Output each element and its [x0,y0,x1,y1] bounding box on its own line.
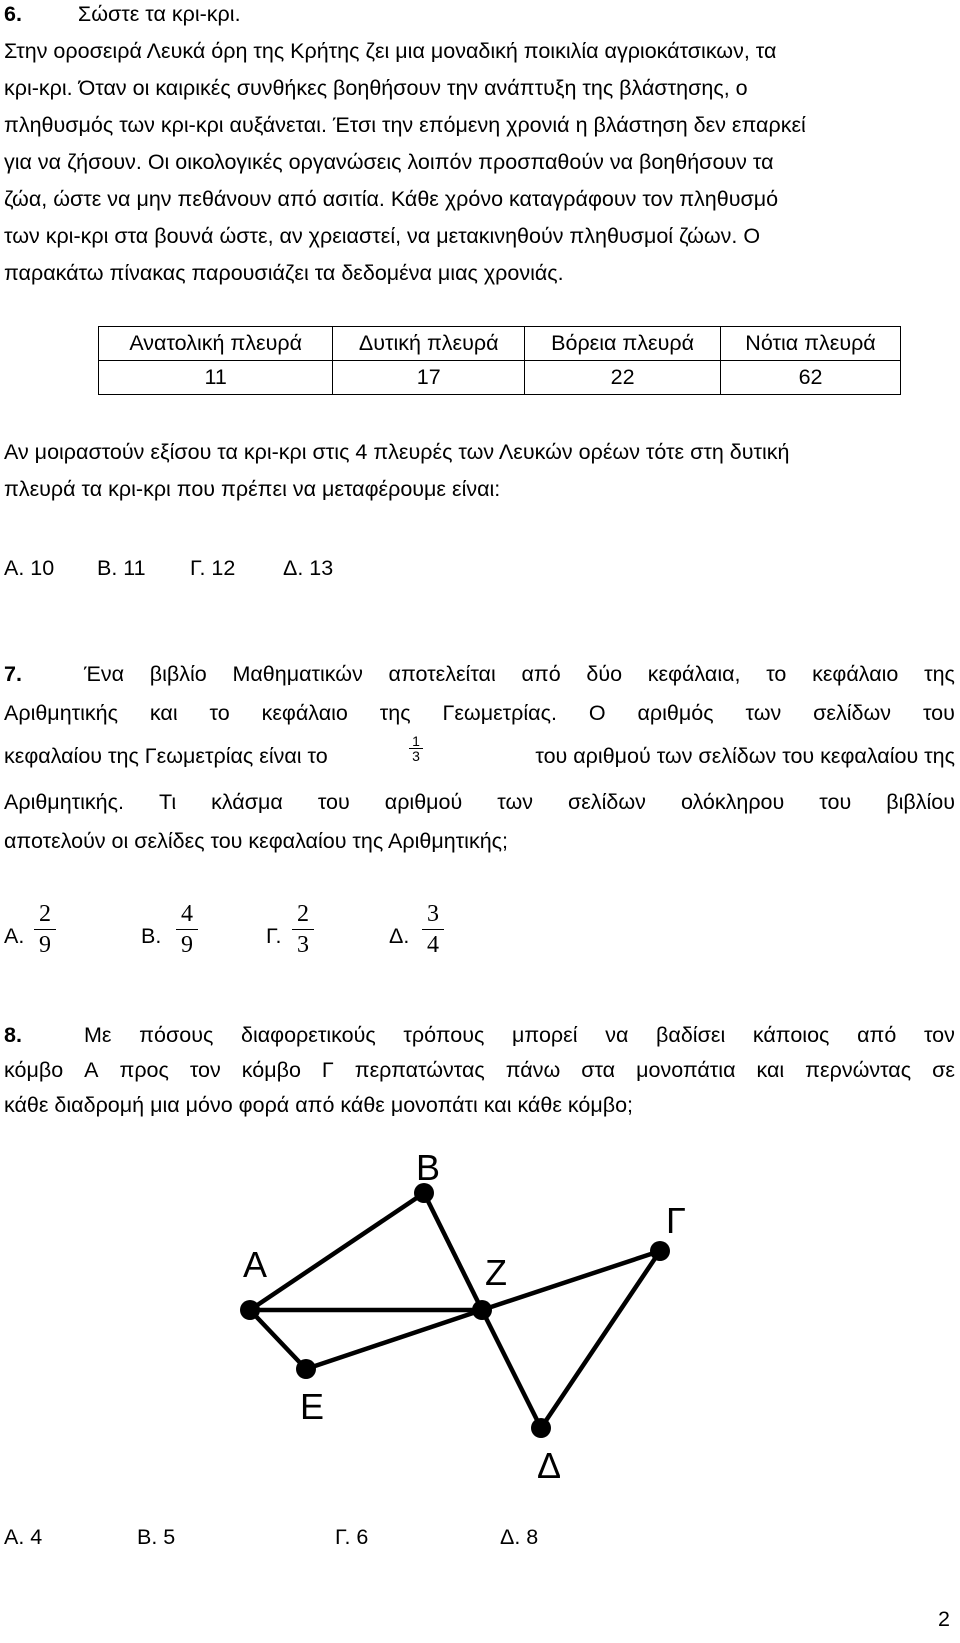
word: από [521,662,561,686]
q7-answer-b-num: 4 [181,901,193,927]
q7-number-label: 7. [4,662,22,686]
q7-answer-c-label: Γ. [266,924,282,948]
q6-title: Σώστε τα κρι-κρι. [77,2,241,26]
word: Αριθμητικής [4,701,118,725]
q7-answer-a-num: 2 [39,901,51,927]
graph-node-label-E: Ε [300,1386,325,1427]
page-number: 2 [938,1607,950,1631]
q7-answer-a-label: Α. [4,924,25,948]
word: Α [84,1058,99,1082]
word: κεφάλαιο [812,662,899,686]
q6-number: 6. [4,2,22,26]
q6-question-line-2: πλευρά τα κρι-κρι που πρέπει να μεταφέρουμε είναι: [4,477,501,501]
q6-answer-a: Α. 10 [4,556,55,580]
word: διαφορετικούς [240,1023,376,1047]
word: της [379,701,411,725]
word: και [149,701,178,725]
q6-line-5: ζώα, ώστε να μην πεθάνουν από ασιτία. Κάθε χρόνο καταγράφουν τον πληθυσμό [4,187,779,211]
table-value-west: 17 [333,361,525,395]
q7-answer-d-label: Δ. [389,924,410,948]
table-value-south: 62 [721,361,901,395]
word: από [857,1023,897,1047]
q7-answer-b-label: Β. [141,924,162,948]
graph-node-Z [472,1300,492,1320]
word: πάνω [505,1058,561,1082]
word: μονοπάτια [636,1058,736,1082]
q8-answer-c: Γ. 6 [335,1525,369,1549]
word: Γεωμετρίας. [442,701,557,725]
q7-line-5: αποτελούν οι σελίδες του κεφαλαίου της Αριθμητικής; [4,829,508,853]
q6-line-3: πληθυσμός των κρι-κρι αυξάνεται. Έτσι την επόμενη χρονιά η βλάστηση δεν επαρκεί [4,113,806,137]
graph-edge-A-E [250,1310,306,1369]
table-header-north: Βόρεια πλευρά [525,327,721,361]
word: των [745,701,782,725]
q6-answer-d: Δ. 13 [283,556,334,580]
q7-answer-c-num: 2 [297,901,309,927]
graph-node-D [531,1418,551,1438]
word: του [819,790,852,814]
word: και [756,1058,785,1082]
word: Αριθμητικής. [4,790,124,814]
word: σελίδων [813,701,892,725]
q8-number-label: 8. [4,1023,22,1047]
word: βιβλίο [149,662,207,686]
q6-answer-b: Β. 11 [97,556,146,580]
graph-edge-G-D [541,1251,660,1428]
graph-edge-E-Z [306,1310,482,1369]
graph-edge-Z-D [482,1310,541,1428]
graph-node-label-A: Α [243,1244,268,1285]
word: του [317,790,350,814]
word: κεφάλαια, [647,662,741,686]
word: το [766,662,787,686]
word: το [209,701,230,725]
q8-answer-d: Δ. 8 [500,1525,539,1549]
word: Μαθηματικών [232,662,363,686]
q7-answer-d-num: 3 [427,901,439,927]
word: Ένα [84,662,125,686]
q7-line-3-post: του αριθμού των σελίδων του κεφαλαίου της [535,744,955,768]
word: αριθμού [384,790,463,814]
word: Γ [321,1058,334,1082]
word: κάποιος [752,1023,830,1047]
q7-fraction-num: 1 [412,733,420,749]
q8-line-3: κάθε διαδρομή μια μόνο φορά από κάθε μονοπάτι και κάθε κόμβο; [4,1093,634,1117]
word: αποτελείται [388,662,496,686]
q6-line-2: κρι-κρι. Όταν οι καιρικές συνθήκες βοηθήσουν την ανάπτυξη της βλάστησης, ο [4,76,748,100]
word: τον [923,1023,955,1047]
graph-node-label-Z: Ζ [485,1252,507,1293]
word: κλάσμα [211,790,283,814]
q6-line-7: παρακάτω πίνακας παρουσιάζει τα δεδομένα μιας χρονιάς. [4,261,564,285]
word: Με [84,1023,112,1047]
q6-line-6: των κρι-κρι στα βουνά ώστε, αν χρειαστεί, να μετακινηθούν πληθυσμοί ζώων. Ο [4,224,761,248]
table-header-east: Ανατολική πλευρά [99,327,333,361]
word: τον [189,1058,221,1082]
graph-edge-B-Z [424,1193,482,1310]
word: κόμβο [241,1058,301,1082]
graph-node-label-D: Δ [537,1445,562,1486]
word: βιβλίου [886,790,955,814]
graph-node-label-B: Β [416,1147,441,1188]
word: της [924,662,955,686]
word: κεφάλαιο [261,701,348,725]
table-header-south: Νότια πλευρά [721,327,901,361]
word: στα [581,1058,616,1082]
q7-answer-b-den: 9 [181,932,193,958]
word: πόσους [139,1023,214,1047]
word: περπατώντας [354,1058,485,1082]
word: Τι [158,790,177,814]
word: μπορεί [512,1023,578,1047]
word: προς [119,1058,169,1082]
graph-node-G [650,1241,670,1261]
word: κόμβο [4,1058,64,1082]
q6-line-4: για να ζήσουν. Οι οικολογικές οργανώσεις λοιπόν προσπαθούν να βοηθήσουν τα [4,150,774,174]
graph-node-E [296,1359,316,1379]
graph-edge-Z-G [482,1251,660,1310]
word: περνώντας [805,1058,912,1082]
word: δύο [586,662,623,686]
q7-answer-d-den: 4 [427,932,439,958]
table-value-north: 22 [525,361,721,395]
word: να [605,1023,629,1047]
word: του [922,701,955,725]
word: τρόπους [403,1023,485,1047]
graph-edge-A-B [250,1193,424,1310]
word: σελίδων [568,790,646,814]
q7-line-3-pre: κεφαλαίου της Γεωμετρίας είναι το [4,744,328,768]
q8-answer-a: Α. 4 [4,1525,43,1549]
q7-answer-c-den: 3 [297,932,309,958]
word: βαδίσει [656,1023,726,1047]
word: αριθμός [637,701,714,725]
graph-node-label-G: Γ [666,1200,686,1241]
q7-fraction-den: 3 [412,748,420,764]
word: ολόκληρου [680,790,785,814]
word: των [497,790,534,814]
q7-answer-a-den: 9 [39,932,51,958]
table-value-east: 11 [99,361,333,395]
table-header-west: Δυτική πλευρά [333,327,525,361]
word: Ο [588,701,606,725]
q8-answer-b: Β. 5 [137,1525,176,1549]
graph-node-A [240,1300,260,1320]
q6-answer-c: Γ. 12 [190,556,236,580]
q6-line-1: Στην οροσειρά Λευκά όρη της Κρήτης ζει μια μοναδική ποικιλία αγριοκάτσικων, τα [4,39,777,63]
word: σε [932,1058,955,1082]
q6-question-line-1: Αν μοιραστούν εξίσου τα κρι-κρι στις 4 πλευρές των Λευκών ορέων τότε στη δυτική [4,440,790,464]
